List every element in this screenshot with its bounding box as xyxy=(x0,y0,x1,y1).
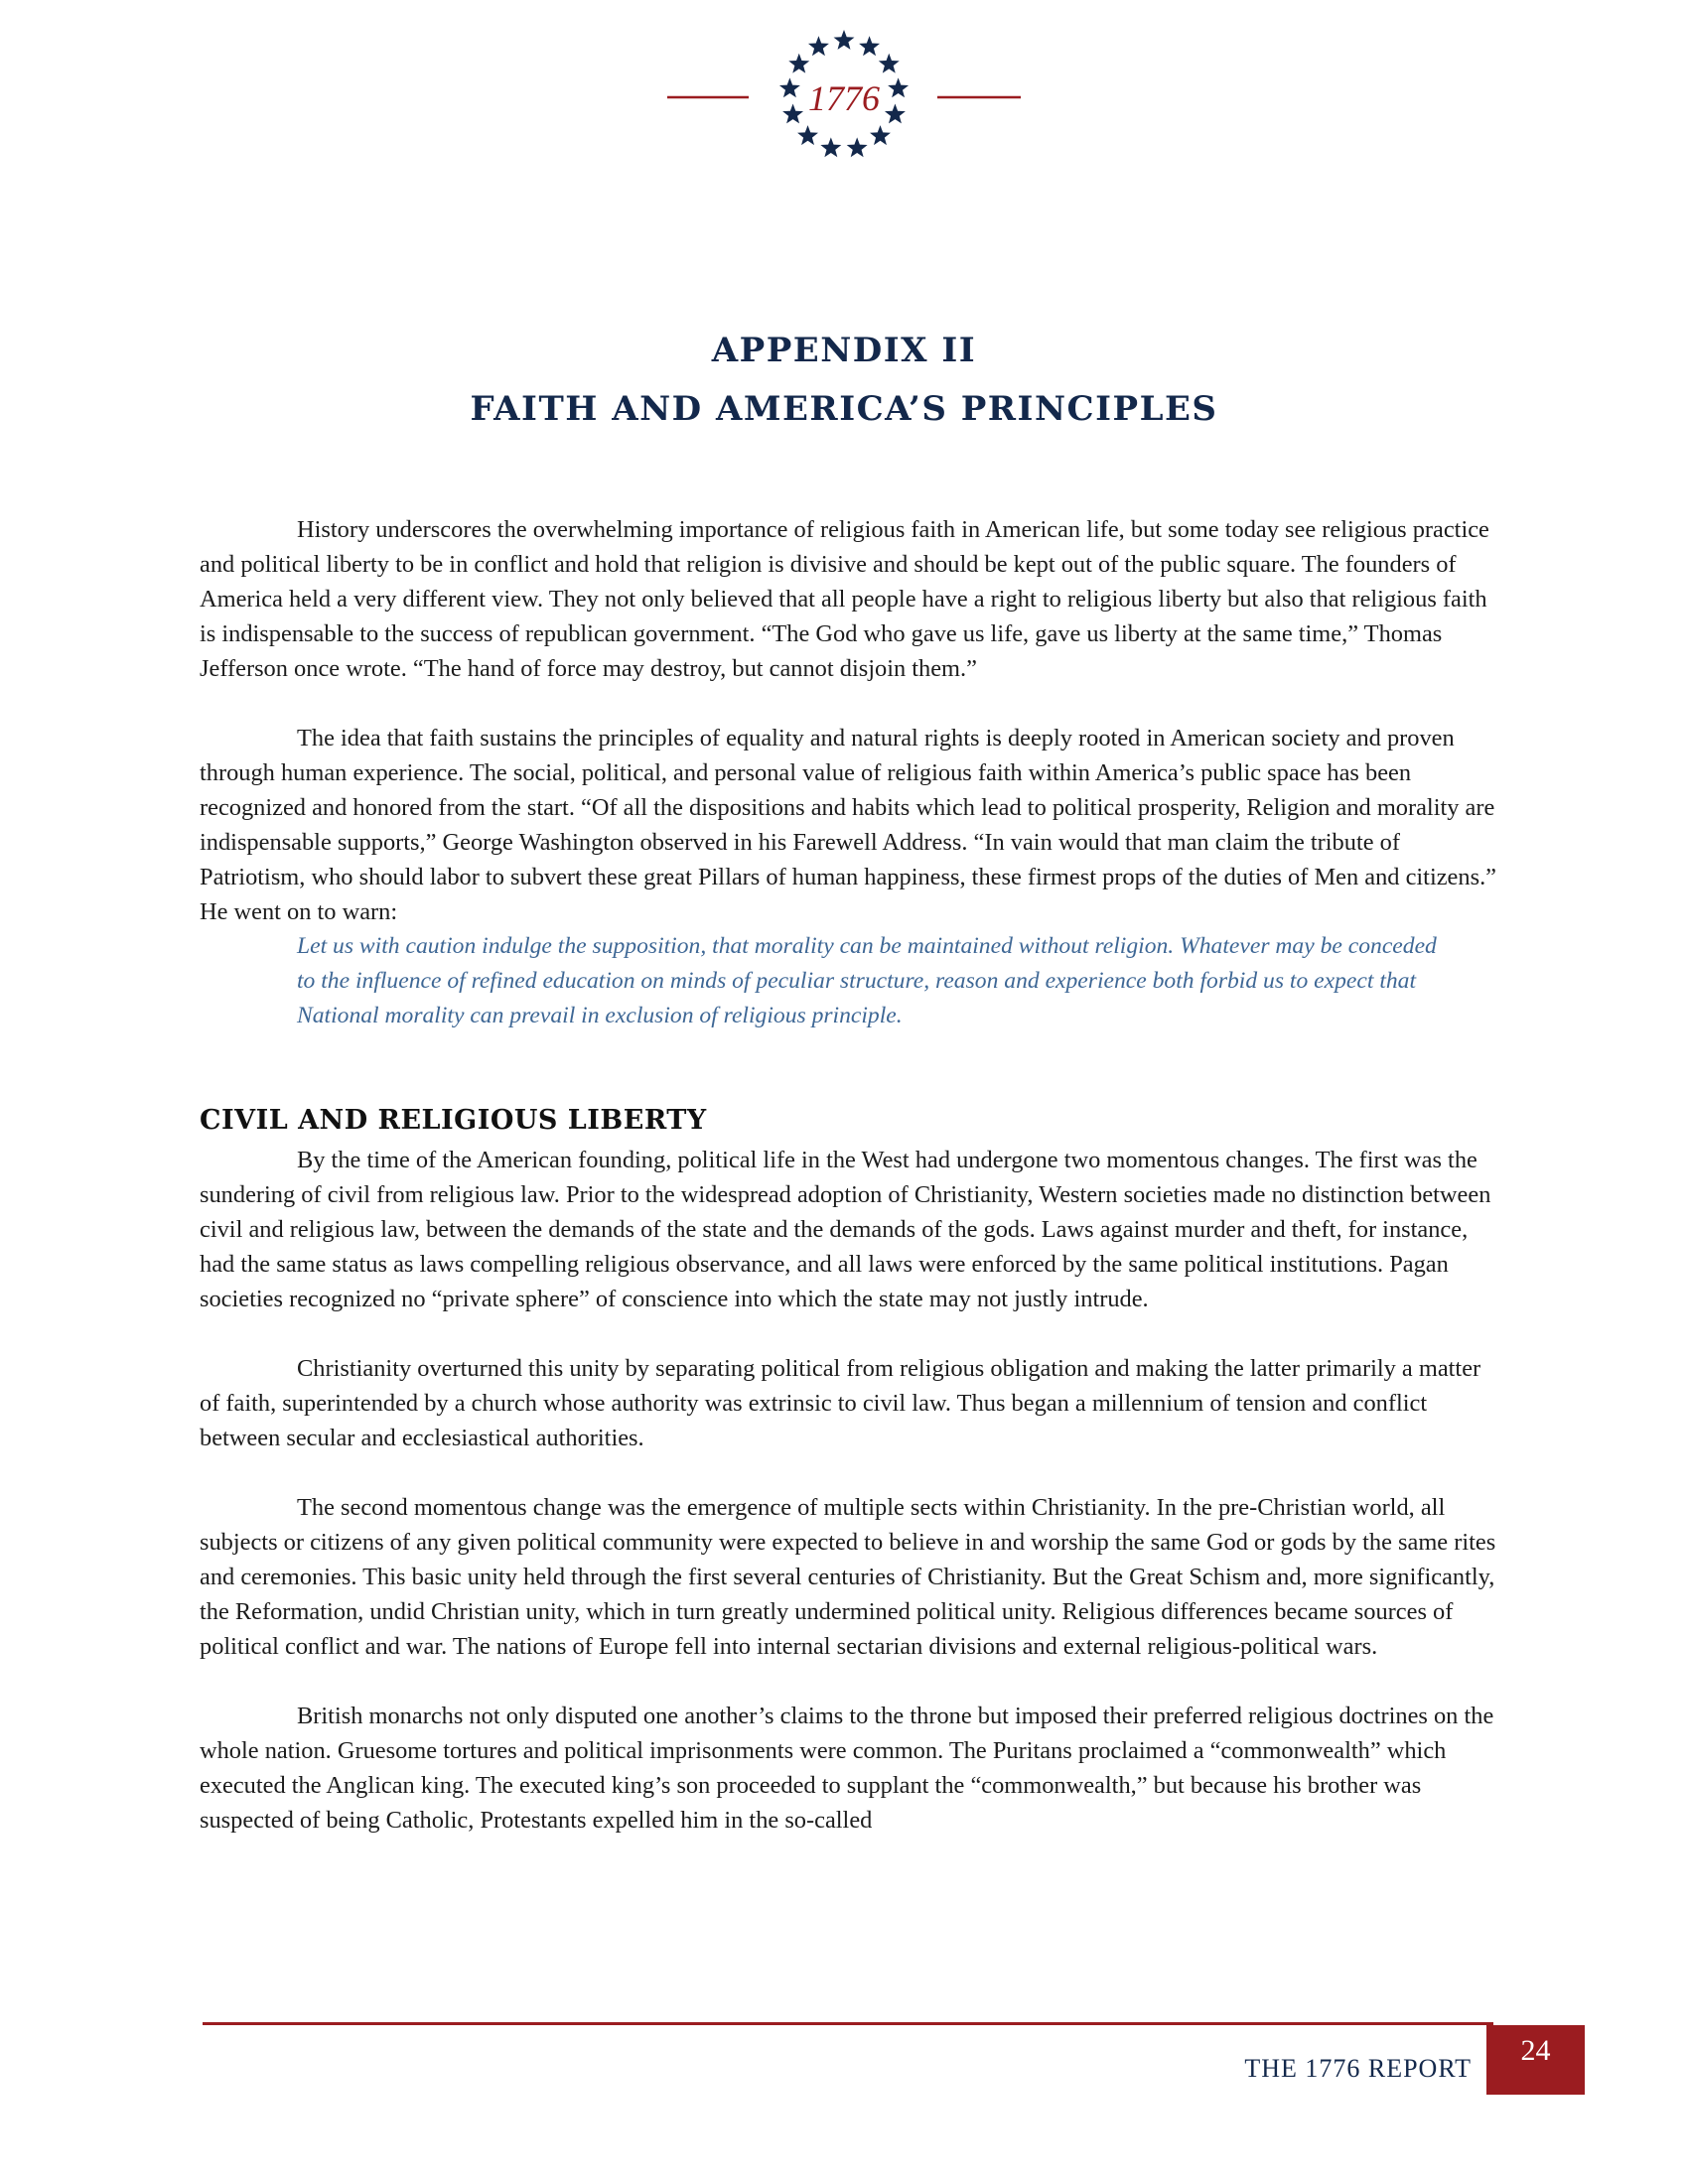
body-paragraph-4: Christianity overturned this unity by separating political from religious obligation and making the latter primarily a matter of faith, superintended by a church whose authority was extrinsic to civil law. Thus began a millennium of tension and conflict between secular and ecclesiastical authorities. xyxy=(200,1355,1481,1451)
star-icon xyxy=(797,125,818,145)
star-icon xyxy=(820,137,841,157)
appendix-label: APPENDIX II xyxy=(711,331,977,370)
body-paragraph-2: The idea that faith sustains the principles of equality and natural rights is deeply rooted in American society and proven through human experience. The social, political, and personal value of religious faith within America’s public space has been recognized and honored from the start. “Of all the dispositions and habits which lead to political prosperity, Religion and morality are indispensable supports,” George Washington observed in his Farewell Address. “In vain would that man claim the tribute of Patriotism, who should labor to subvert these great Pillars of human happiness, these firmest props of the duties of Men and citizens.” He went on to warn: xyxy=(200,725,1496,925)
body-paragraph-1: History underscores the overwhelming importance of religious faith in American life, but some today see religious practice and political liberty to be in conflict and hold that religion is divisive and should be kept out of the public square. The founders of America held a very different view. They not only believed that all people have a right to religious liberty but also that religious faith is indispensable to the success of republican government. “The God who gave us life, gave us liberty at the same time,” Thomas Jefferson once wrote. “The hand of force may destroy, but cannot disjoin them.” xyxy=(200,516,1489,682)
star-icon xyxy=(870,125,891,145)
page-number: 24 xyxy=(1486,2025,1585,2095)
body-paragraph-6: British monarchs not only disputed one another’s claims to the throne but imposed their preferred religious doctrines on the whole nation. Gruesome tortures and political imprisonments were common. The Puritans proclaimed a “commonwealth” which executed the Anglican king. The executed king’s son proceeded to supplant the “commonwealth,” but because his brother was suspected of being Catholic, Protestants expelled him in the so-called xyxy=(200,1703,1494,1834)
star-icon xyxy=(885,104,906,124)
footer-divider xyxy=(203,2022,1493,2025)
body-paragraph-3: By the time of the American founding, political life in the West had undergone two momentous changes. The first was the sundering of civil from religious law. Prior to the widespread adoption of Christianity, Western societies made no distinction between civil and religious law, between the demands of the state and the demands of the gods. Laws against murder and theft, for instance, had the same status as laws compelling religious observance, and all laws were enforced by the same political institutions. Pagan societies recognized no “private sphere” of conscience into which the state may not justly intrude. xyxy=(200,1147,1491,1312)
report-logo xyxy=(667,30,1021,189)
body-paragraph-5: The second momentous change was the emergence of multiple sects within Christianity. In the pre-Christian world, all subjects or citizens of any given political community were expected to believe in and worship the same God or gods by the same rites and ceremonies. This basic unity held through the first several centuries of Christianity. But the Great Schism and, more significantly, the Reformation, undid Christian unity, which in turn greatly undermined political unity. Religious differences became sources of political conflict and war. The nations of Europe fell into internal sectarian divisions and external religious-political wars. xyxy=(200,1494,1496,1660)
page-title: FAITH AND AMERICA’S PRINCIPLES xyxy=(470,389,1218,429)
document-body xyxy=(200,512,1500,1872)
section-heading: CIVIL AND RELIGIOUS LIBERTY xyxy=(200,1105,707,1136)
star-icon xyxy=(847,137,868,157)
footer-report-title: THE 1776 REPORT xyxy=(1244,2054,1472,2083)
star-icon xyxy=(834,30,855,50)
block-quote: Let us with caution indulge the supposition, that morality can be maintained without religion. Whatever may be conceded to the influence of refined education on minds of peculiar structure, reason and experience both forbid us to expect that National morality can prevail in exclusion of religious principle. xyxy=(297,933,1437,1028)
star-icon xyxy=(879,54,900,73)
star-icon xyxy=(782,104,803,124)
logo-year: 1776 xyxy=(808,78,880,118)
star-icon xyxy=(788,54,809,73)
star-icon xyxy=(779,77,800,97)
star-icon xyxy=(888,77,909,97)
star-icon xyxy=(859,36,880,56)
star-icon xyxy=(808,36,829,56)
